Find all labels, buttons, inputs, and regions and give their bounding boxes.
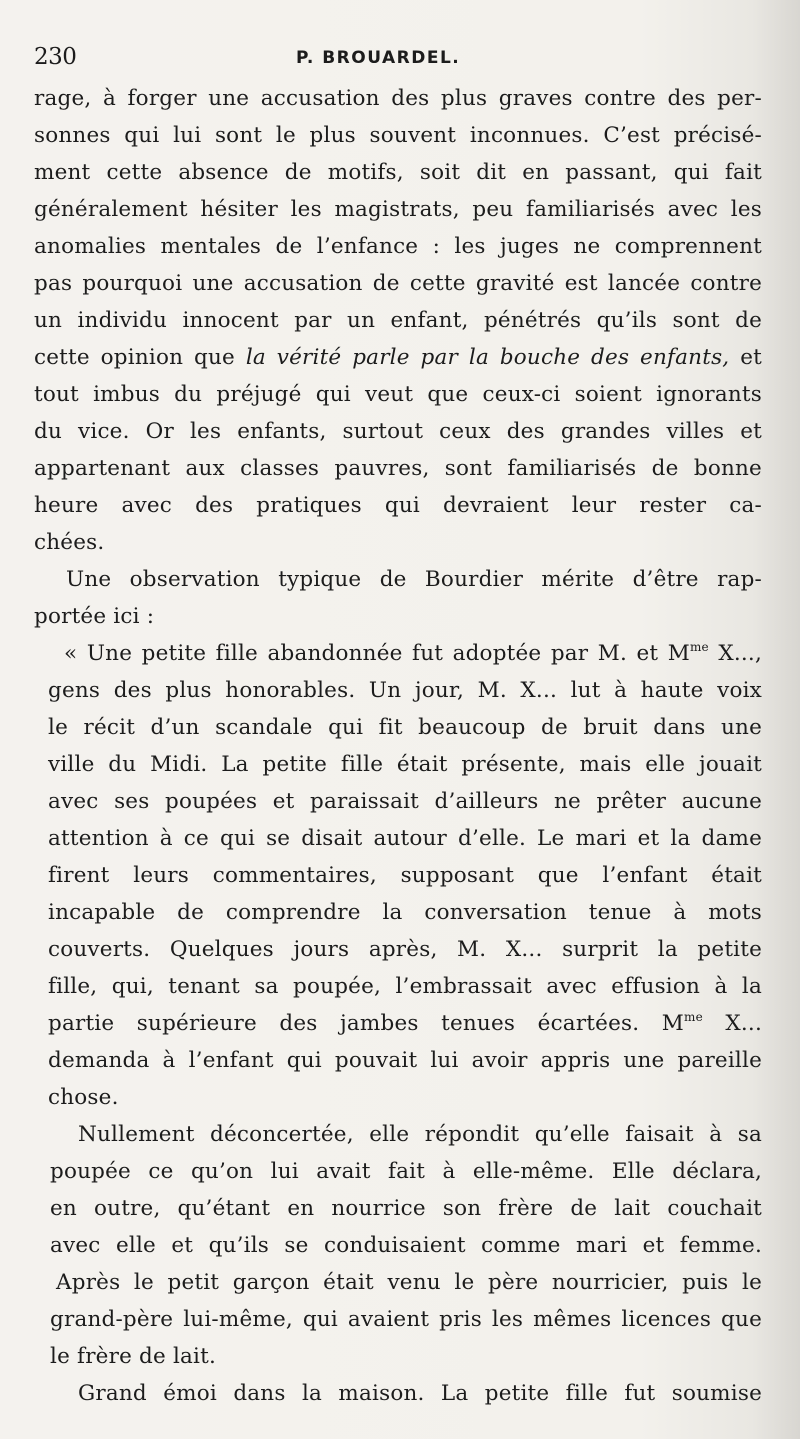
text-line: avec elle et qu’ils se conduisaient comme mari et femme. <box>50 1233 762 1258</box>
text-line: heure avec des pratiques qui devraient leur rester ca- <box>34 493 762 518</box>
text-line: ment cette absence de motifs, soit dit en passant, qui fait <box>34 160 762 185</box>
text-segment: X..., <box>708 641 762 666</box>
text-line: Nullement déconcertée, elle répondit qu’elle faisait à sa <box>78 1122 762 1147</box>
text-line: chose. <box>48 1085 119 1110</box>
superscript: me <box>683 1010 703 1024</box>
text-segment: partie supérieure des jambes tenues écartées. M <box>48 1011 684 1036</box>
text-line: ville du Midi. La petite fille était présente, mais elle jouait <box>48 752 762 777</box>
text-segment: X... <box>702 1011 762 1036</box>
text-line: du vice. Or les enfants, surtout ceux des grandes villes et <box>34 419 762 444</box>
text-segment: cette opinion que <box>34 345 235 370</box>
page-number: 230 <box>34 44 77 70</box>
italic-quote: la vérité parle par la bouche des enfants, <box>245 345 730 370</box>
text-line: firent leurs commentaires, supposant que l’enfant était <box>48 863 762 888</box>
text-line: incapable de comprendre la conversation tenue à mots <box>48 900 762 925</box>
text-line <box>34 341 762 375</box>
text-line: grand-père lui-même, qui avaient pris les mêmes licences que <box>50 1307 762 1332</box>
running-head: P. BROUARDEL. <box>296 48 461 68</box>
page-header <box>34 44 756 78</box>
text-line: en outre, qu’étant en nourrice son frère de lait couchait <box>50 1196 762 1221</box>
text-line: couverts. Quelques jours après, M. X... surprit la petite <box>48 937 762 962</box>
text-line: gens des plus honorables. Un jour, M. X... lut à haute voix <box>48 678 762 703</box>
text-line: rage, à forger une accusation des plus graves contre des per- <box>34 86 762 111</box>
text-line: le récit d’un scandale qui fit beaucoup de bruit dans une <box>48 715 762 740</box>
text-line: tout imbus du préjugé qui veut que ceux-ci soient ignorants <box>34 382 762 407</box>
text-line: attention à ce qui se disait autour d’elle. Le mari et la dame <box>48 826 762 851</box>
text-line: demanda à l’enfant qui pouvait lui avoir appris une pareille <box>48 1048 762 1073</box>
text-segment: et <box>740 345 762 370</box>
text-line: portée ici : <box>34 604 155 629</box>
text-line: Après le petit garçon était venu le père nourricier, puis le <box>56 1270 762 1295</box>
text-line <box>64 637 762 671</box>
text-line: fille, qui, tenant sa poupée, l’embrassait avec effusion à la <box>48 974 762 999</box>
text-line: chées. <box>34 530 105 555</box>
text-line: appartenant aux classes pauvres, sont familiarisés de bonne <box>34 456 762 481</box>
text-line: avec ses poupées et paraissait d’ailleurs ne prêter aucune <box>48 789 762 814</box>
text-line <box>48 1007 762 1041</box>
text-line: anomalies mentales de l’enfance : les juges ne comprennent <box>34 234 762 259</box>
text-line: un individu innocent par un enfant, pénétrés qu’ils sont de <box>34 308 762 333</box>
text-line: le frère de lait. <box>50 1344 216 1369</box>
text-line: Une observation typique de Bourdier mérite d’être rap- <box>66 567 762 592</box>
text-line: Grand émoi dans la maison. La petite fille fut soumise <box>78 1381 762 1406</box>
text-segment: « Une petite fille abandonnée fut adoptée par M. et M <box>64 641 690 666</box>
text-line: généralement hésiter les magistrats, peu familiarisés avec les <box>34 197 762 222</box>
text-line: poupée ce qu’on lui avait fait à elle-même. Elle déclara, <box>50 1159 762 1184</box>
superscript: me <box>689 640 709 654</box>
text-line: pas pourquoi une accusation de cette gravité est lancée contre <box>34 271 762 296</box>
text-line: sonnes qui lui sont le plus souvent inconnues. C’est précisé- <box>34 123 762 148</box>
